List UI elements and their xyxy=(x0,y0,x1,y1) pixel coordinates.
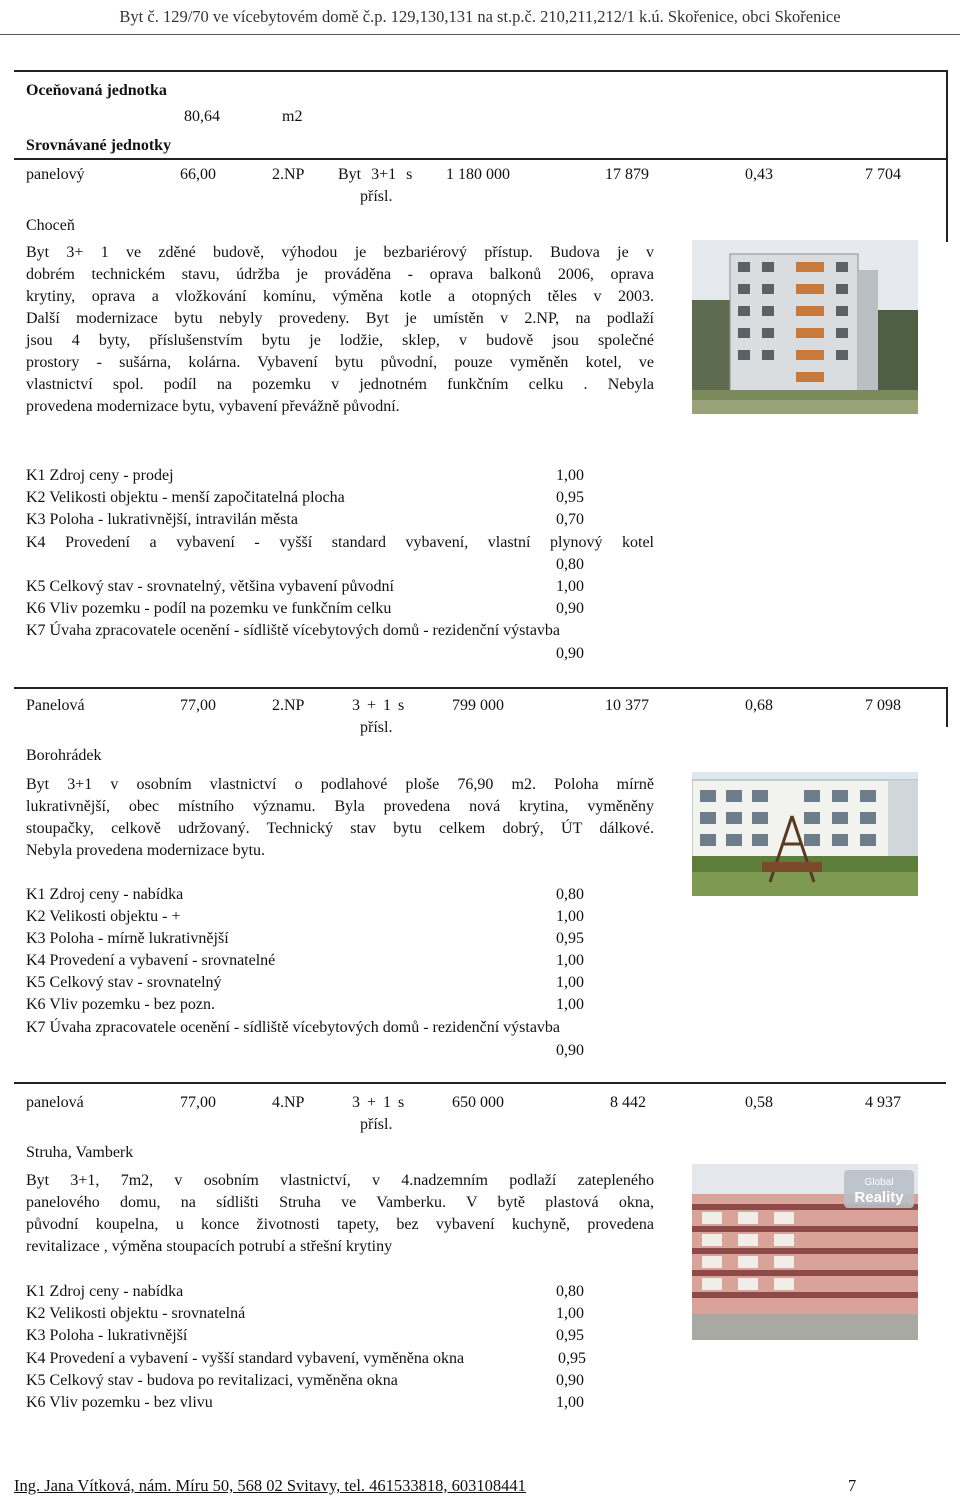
unit-price-per-m2: 17 879 xyxy=(605,166,649,183)
unit-place: Struha, Vamberk xyxy=(26,1144,134,1161)
coefficient-label: K4 Provedení a vybavení - vyšší standard vybavení, vlastní plynový kotel xyxy=(26,534,654,551)
coefficient-value: 0,95 xyxy=(556,1327,584,1344)
unit-place: Choceň xyxy=(26,217,75,234)
unit-price: 1 180 000 xyxy=(446,166,510,183)
coefficient-label: K2 Velikosti objektu - srovnatelná xyxy=(26,1305,246,1322)
unit-type: panelový xyxy=(26,166,85,183)
coefficient-label: K3 Poloha - lukrativnější, intravilán města xyxy=(26,511,298,528)
coefficient-value: 0,95 xyxy=(558,1350,586,1367)
description-line: Byt 3+ 1 ve zděné budově, výhodou je bezbariérový přístup. Budova je v xyxy=(26,244,654,261)
coefficient-label: K4 Provedení a vybavení - srovnatelné xyxy=(26,952,276,969)
unit-disposition-suffix: přísl. xyxy=(360,188,393,205)
unit-place: Borohrádek xyxy=(26,747,102,764)
unit-floor: 2.NP xyxy=(272,166,305,183)
coefficient-value: 0,95 xyxy=(556,489,584,506)
description-line: Byt 3+1, 7m2, v osobním vlastnictví, v 4.nadzemním podlaží zatepleného xyxy=(26,1172,654,1189)
coefficient-label: K1 Zdroj ceny - nabídka xyxy=(26,1283,184,1300)
building-photo xyxy=(692,1164,918,1340)
coefficient-value: 1,00 xyxy=(556,974,584,991)
unit-coefficient: 0,43 xyxy=(745,166,773,183)
unit-price-per-m2: 10 377 xyxy=(605,697,649,714)
unit-type: panelová xyxy=(26,1094,84,1111)
unit-price-per-m2: 8 442 xyxy=(610,1094,646,1111)
valued-unit-unit: m2 xyxy=(282,108,303,125)
unit-disposition: 3 + 1 s xyxy=(352,1094,405,1111)
unit-disposition: 3 + 1 s xyxy=(352,697,405,714)
valued-unit-area: 80,64 xyxy=(184,108,220,125)
coefficient-value: 1,00 xyxy=(556,578,584,595)
unit-disposition: Byt 3+1 s xyxy=(338,166,413,183)
description-line: vlastnictví spol. podíl na pozemku v jednotném funkčním celku . Nebyla xyxy=(26,376,654,393)
description-line: Nebyla provedena modernizace bytu. xyxy=(26,842,266,859)
coefficient-label: K1 Zdroj ceny - nabídka xyxy=(26,886,184,903)
description-line: jsou 4 byty, příslušenstvím bytu je lodžie, sklep, v budově jsou společné xyxy=(26,332,654,349)
coefficient-value: 0,80 xyxy=(556,886,584,903)
description-line: Byt 3+1 v osobním vlastnictví o podlahové ploše 76,90 m2. Poloha mírně xyxy=(26,776,654,793)
coefficient-label: K3 Poloha - lukrativnější xyxy=(26,1327,188,1344)
coefficient-value: 0,90 xyxy=(556,600,584,617)
coefficient-value: 1,00 xyxy=(556,1305,584,1322)
footer-author: Ing. Jana Vítková, nám. Míru 50, 568 02 Svitavy, tel. 461533818, 603108441 xyxy=(14,1476,526,1495)
coefficient-label: K6 Vliv pozemku - bez pozn. xyxy=(26,996,215,1013)
coefficient-value: 0,80 xyxy=(556,556,584,573)
coefficient-value: 1,00 xyxy=(556,908,584,925)
coefficient-label: K5 Celkový stav - srovnatelný, většina vybavení původní xyxy=(26,578,394,595)
unit3-top-rule xyxy=(14,1082,946,1084)
coefficient-label: K2 Velikosti objektu - + xyxy=(26,908,181,925)
description-line: prostory - sušárna, kolárna. Vybavení bytu původní, pouze vyměněn kotel, ve xyxy=(26,354,654,371)
description-line: původní koupelna, u konce životnosti tapety, bez vybavení kuchyně, provedena xyxy=(26,1216,654,1233)
coefficient-label: K2 Velikosti objektu - menší započitatelná plocha xyxy=(26,489,345,506)
photo-watermark-line2: Reality xyxy=(854,1189,904,1206)
coefficient-value: 1,00 xyxy=(556,996,584,1013)
coefficient-label: K3 Poloha - mírně lukrativnější xyxy=(26,930,229,947)
unit-adjusted-price: 4 937 xyxy=(865,1094,901,1111)
unit-adjusted-price: 7 704 xyxy=(865,166,901,183)
description-line: lukrativnější, obec místního významu. Byla provedena nová krytina, vyměněny xyxy=(26,798,654,815)
coefficient-value: 0,90 xyxy=(556,1372,584,1389)
unit-floor: 4.NP xyxy=(272,1094,305,1111)
unit-price: 650 000 xyxy=(452,1094,504,1111)
coefficient-value: 1,00 xyxy=(556,1394,584,1411)
coefficient-label: K1 Zdroj ceny - prodej xyxy=(26,467,174,484)
coefficient-value: 0,70 xyxy=(556,511,584,528)
coefficient-value: 0,90 xyxy=(556,645,584,662)
coefficient-label: K5 Celkový stav - budova po revitalizaci, vyměněna okna xyxy=(26,1372,398,1389)
unit2-top-rule xyxy=(14,687,946,689)
page-number: 7 xyxy=(848,1476,857,1495)
building-photo xyxy=(692,772,918,896)
unit1-top-rule xyxy=(14,158,946,160)
coefficient-label: K5 Celkový stav - srovnatelný xyxy=(26,974,222,991)
unit-disposition-suffix: přísl. xyxy=(360,719,393,736)
coefficient-value: 0,90 xyxy=(556,1042,584,1059)
unit2-right-rule xyxy=(946,687,948,727)
description-line: dobrém technickém stavu, údržba je prováděna - oprava balkonů 2006, oprava xyxy=(26,266,654,283)
page-header: Byt č. 129/70 ve vícebytovém domě č.p. 129,130,131 na st.p.č. 210,211,212/1 k.ú. Skořenice, obci Skořenice xyxy=(0,0,960,35)
unit-floor: 2.NP xyxy=(272,697,305,714)
unit-type: Panelová xyxy=(26,697,85,714)
coefficient-value: 1,00 xyxy=(556,952,584,969)
description-line: provedena modernizace bytu, vybavení převážně původní. xyxy=(26,398,400,415)
coefficient-label: K6 Vliv pozemku - bez vlivu xyxy=(26,1394,213,1411)
unit-disposition-suffix: přísl. xyxy=(360,1116,393,1133)
unit-area: 66,00 xyxy=(180,166,216,183)
coefficient-label: K6 Vliv pozemku - podíl na pozemku ve funkčním celku xyxy=(26,600,392,617)
coefficient-label: K7 Úvaha zpracovatele ocenění - sídliště vícebytových domů - rezidenční výstavba xyxy=(26,1019,561,1036)
unit1-right-rule xyxy=(946,158,948,242)
table-right-rule xyxy=(946,70,948,160)
unit-coefficient: 0,58 xyxy=(745,1094,773,1111)
description-line: panelového domu, na sídlišti Struha ve Vamberku. V bytě plastová okna, xyxy=(26,1194,654,1211)
coefficient-value: 0,80 xyxy=(556,1283,584,1300)
photo-watermark-line1: Global xyxy=(864,1177,894,1188)
description-line: krytiny, oprava a vložkování komínu, výměna kotle a otopných těles v 2003. xyxy=(26,288,654,305)
unit-coefficient: 0,68 xyxy=(745,697,773,714)
description-line: Další modernizace bytu nebyly provedeny. Byt je umístěn v 2.NP, na podlaží xyxy=(26,310,654,327)
table-top-rule xyxy=(14,70,946,72)
description-line: stoupačky, celkově udržovaný. Technický stav bytu celkem dobrý, ÚT dálkové. xyxy=(26,820,654,837)
valued-unit-label: Oceňovaná jednotka xyxy=(26,82,167,99)
unit-price: 799 000 xyxy=(452,697,504,714)
coefficient-label: K7 Úvaha zpracovatele ocenění - sídliště vícebytových domů - rezidenční výstavba xyxy=(26,622,561,639)
description-line: revitalizace , výměna stoupacích potrubí a střešní krytiny xyxy=(26,1238,393,1255)
unit-area: 77,00 xyxy=(180,697,216,714)
building-photo xyxy=(692,240,918,414)
coefficient-value: 1,00 xyxy=(556,467,584,484)
coefficient-value: 0,95 xyxy=(556,930,584,947)
unit-adjusted-price: 7 098 xyxy=(865,697,901,714)
unit-area: 77,00 xyxy=(180,1094,216,1111)
coefficient-label: K4 Provedení a vybavení - vyšší standard vybavení, vyměněna okna xyxy=(26,1350,465,1367)
compared-units-label: Srovnávané jednotky xyxy=(26,137,172,154)
